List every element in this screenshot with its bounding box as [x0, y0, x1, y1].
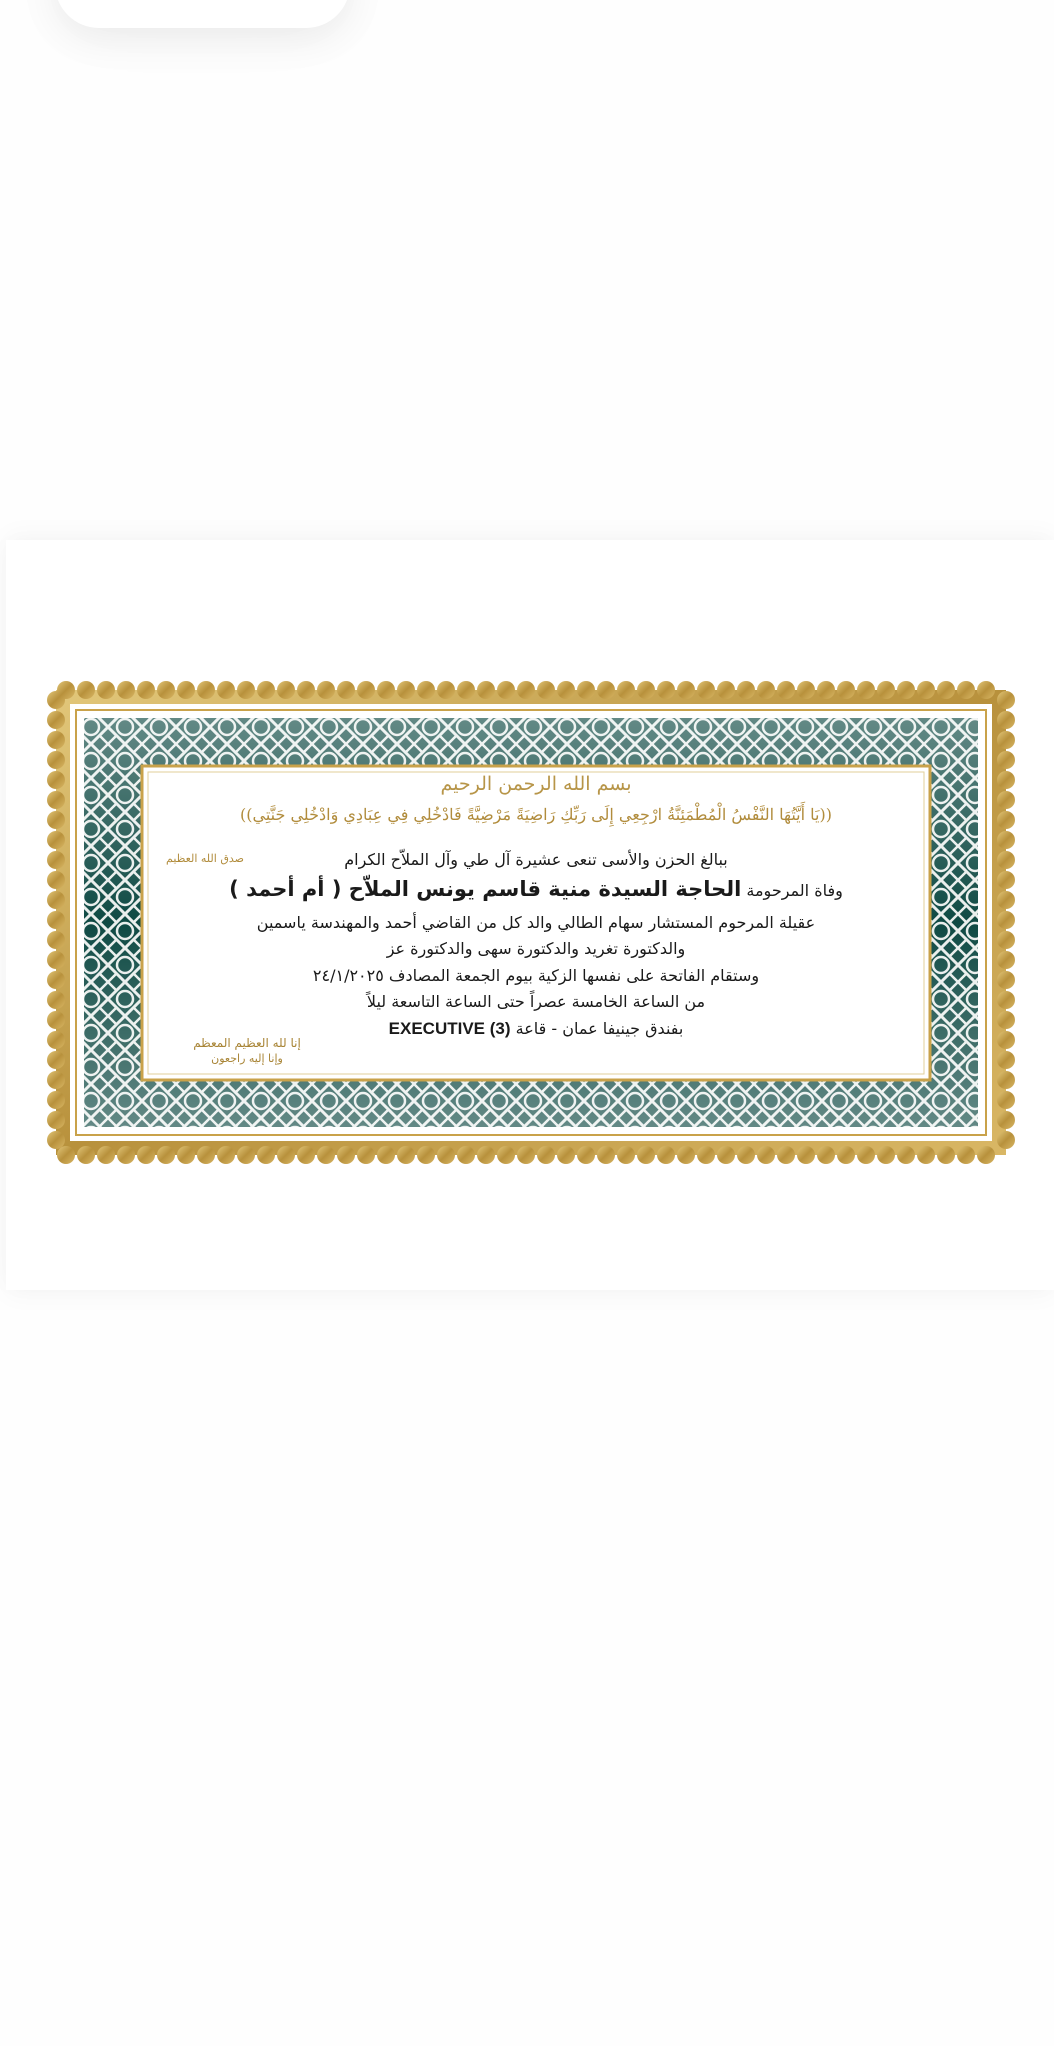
- announcement-line: ببالغ الحزن والأسى تنعى عشيرة آل طي وآل الملاّح الكرام: [344, 850, 728, 869]
- closing-line-2: وإنا إليه راجعون: [211, 1052, 283, 1065]
- deceased-line: [146, 877, 926, 901]
- top-card: [55, 0, 350, 28]
- obituary-image: [6, 540, 1054, 1290]
- ceremony-date: وستقام الفاتحة على نفسها الزكية بيوم الجمعة المصادف ٢٤/١/٢٠٢٥: [312, 966, 760, 985]
- ceremony-time: من الساعة الخامسة عصراً حتى الساعة التاسعة ليلاً: [366, 992, 706, 1011]
- family-line: عقيلة المرحوم المستشار سهام الطالي والد كل من القاضي أحمد والمهندسة ياسمين: [256, 913, 816, 932]
- venue-hall: EXECUTIVE (3): [388, 1019, 511, 1038]
- closing-line-1: إنا لله العظيم المعظم: [193, 1036, 301, 1050]
- quran-verse: ((يَا أَيَّتُهَا النَّفْسُ الْمُطْمَئِنَّةُ ارْجِعِي إِلَى رَبِّكِ رَاضِيَةً مَرْضِيَّةً فَادْخُلِي فِي عِبَادِي وَادْخُلِي جَنَّتِي)): [240, 805, 832, 824]
- venue-prefix: بفندق جينيفا عمان - قاعة: [515, 1019, 684, 1038]
- basmala: بسم الله الرحمن الرحيم: [440, 773, 632, 795]
- side-note: صدق الله العظيم: [166, 852, 244, 865]
- family-line-2: والدكتورة تغريد والدكتورة سهى والدكتورة عز: [386, 939, 686, 958]
- deceased-name: الحاجة السيدة منية قاسم يونس الملاّح ( أم أحمد ): [229, 877, 742, 901]
- obituary-text: [146, 773, 926, 1078]
- deceased-prefix: وفاة المرحومة: [746, 881, 843, 900]
- closing-phrase: [182, 1036, 312, 1065]
